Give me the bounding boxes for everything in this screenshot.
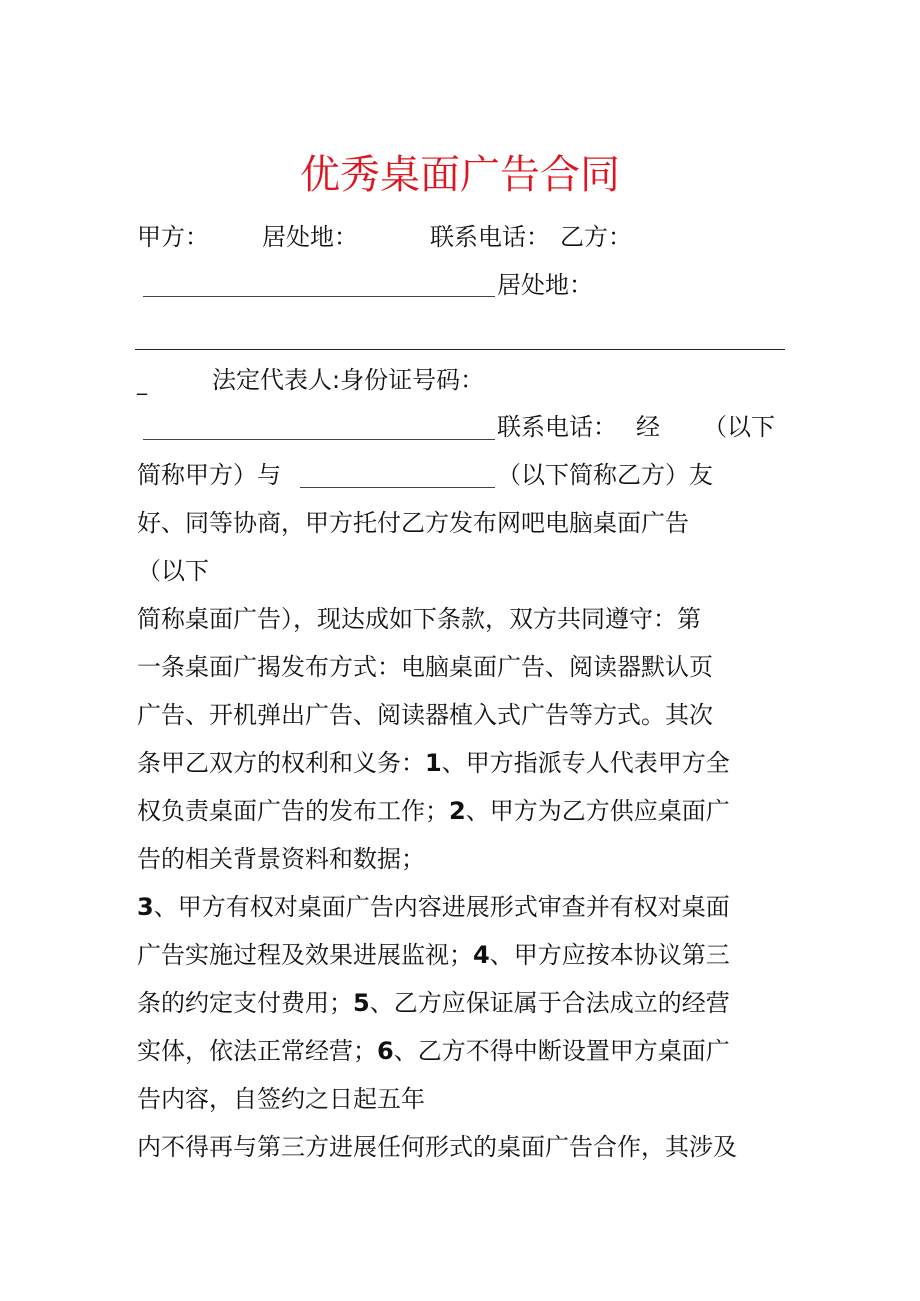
body-line: 一条桌面广揭发布方式：电脑桌面广告、阅读器默认页	[137, 653, 713, 681]
blank-field	[300, 487, 495, 488]
hereinafter-text: （以下	[703, 413, 775, 441]
abbr-b-text: （以下简称乙方）友	[497, 461, 713, 489]
body-line: 简称桌面广告），现达成如下条款，双方共同遵守：第	[137, 605, 701, 633]
blank-field	[143, 296, 495, 297]
body-line: 权负责桌面广告的发布工作；2、甲方为乙方供应桌面广	[137, 797, 730, 825]
address-label-b: 居处地：	[497, 271, 593, 299]
body-line: 广告、开机弹出广告、阅读器植入式广告等方式。其次	[137, 701, 713, 729]
address-label: 居处地：	[262, 223, 358, 251]
short-blank: _	[137, 371, 147, 395]
via-text: 经	[636, 413, 660, 441]
body-line: 广告实施过程及效果进展监视；4、甲方应按本协议第三	[137, 941, 730, 969]
document-title: 优秀桌面广告合同	[300, 152, 620, 198]
blank-line-divider	[135, 349, 785, 350]
body-line: （以下	[137, 557, 209, 585]
body-line: 告内容，自签约之日起五年	[137, 1085, 425, 1113]
blank-field	[143, 439, 495, 440]
phone-label: 联系电话：	[430, 223, 550, 251]
legal-rep-label: 法定代表人:身份证号码：	[212, 366, 485, 394]
body-line: 条的约定支付费用；5、乙方应保证属于合法成立的经营	[137, 989, 730, 1017]
phone-label-b: 联系电话：	[497, 413, 617, 441]
body-line: 条甲乙双方的权利和义务：1、甲方指派专人代表甲方全	[137, 749, 730, 777]
body-line: 实体，依法正常经营；6、乙方不得中断设置甲方桌面广	[137, 1037, 730, 1065]
body-line: 3、甲方有权对桌面广告内容进展形式审查并有权对桌面	[137, 893, 730, 921]
party-b-label: 乙方：	[560, 223, 632, 251]
abbr-a-text: 简称甲方）与	[137, 461, 281, 489]
body-line: 好、同等协商，甲方托付乙方发布网吧电脑桌面广告	[137, 509, 689, 537]
body-line: 告的相关背景资料和数据；	[137, 845, 425, 873]
body-line: 内不得再与第三方进展任何形式的桌面广告合作，其涉及	[137, 1133, 737, 1161]
party-a-label: 甲方：	[137, 223, 209, 251]
